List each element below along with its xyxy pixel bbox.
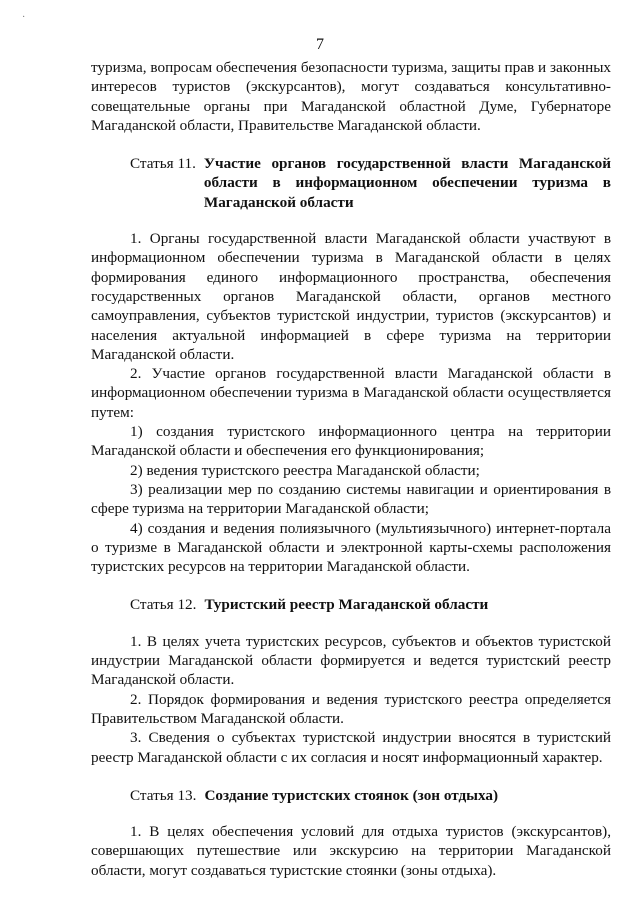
- article-11-paragraph: 1. Органы государственной власти Магаданской области участвуют в информационном обеспечении туризма в Магаданской области в целях формирования единого информационного пространства, обеспечения государственных органов Магаданской области, органов местного самоуправления, субъектов туристской индустрии, туристов (экскурсантов) и населения актуальной информацией в сфере туризма на территории Магаданской области.: [91, 230, 611, 363]
- article-12-paragraph: 3. Сведения о субъектах туристской индустрии вносятся в туристский реестр Магаданской области с их согласия и носят информационный характер.: [91, 729, 611, 766]
- article-11-heading: [130, 154, 611, 212]
- spacer: [91, 767, 611, 786]
- corner-mark: ·: [22, 12, 26, 23]
- article-12-label: Статья 12.: [130, 596, 197, 614]
- article-13-title: Создание туристских стоянок (зон отдыха): [204, 786, 499, 804]
- article-12-paragraph: 1. В целях учета туристских ресурсов, субъектов и объектов туристской индустрии Магаданской области формируется и ведется туристский реестр Магаданской области.: [91, 632, 611, 689]
- article-11-list-item: 2) ведения туристского реестра Магаданской области;: [130, 461, 480, 479]
- article-13-paragraph: 1. В целях обеспечения условий для отдыха туристов (экскурсантов), совершающих путешествие или экскурсию на территории Магаданской области, могут создаваться туристские стоянки (зоны отдыха).: [91, 823, 611, 879]
- article-11-list-item: 3) реализации мер по созданию системы навигации и ориентирования в сфере туризма на территории Магаданской области;: [91, 480, 611, 518]
- article-12-title: Туристский реестр Магаданской области: [204, 596, 489, 614]
- article-12-paragraph: 2. Порядок формирования и ведения туристского реестра определяется Правительством Магаданской области.: [91, 690, 611, 727]
- article-13-heading: [130, 786, 611, 805]
- article-12-heading: [130, 595, 611, 614]
- intro-paragraph: туризма, вопросам обеспечения безопасности туризма, защиты прав и законных интересов туристов (экскурсантов), могут создаваться консультативно-совещательные органы при Магаданской областной Думе, Губернаторе Магаданской области, Правительстве Магаданской области.: [91, 59, 611, 134]
- spacer: [91, 615, 611, 632]
- spacer: [91, 135, 611, 154]
- article-11-list-item: 1) создания туристского информационного центра на территории Магаданской области и обеспечения его функционирования;: [91, 423, 611, 460]
- article-11-list-item: 4) создания и ведения полиязычного (мультиязычного) интернет-портала о туризме в Магаданской области и электронной карты-схемы расположения туристских ресурсов на территории Магаданской области.: [91, 519, 611, 576]
- article-11-label: Статья 11.: [130, 155, 196, 173]
- article-11-title: Участие органов государственной власти Магаданской области в информационном обеспечении туризма в Магаданской области: [203, 155, 611, 211]
- page-number: 7: [316, 36, 324, 53]
- article-11-paragraph: 2. Участие органов государственной власти Магаданской области в информационном обеспечении туризма в Магаданской области осуществляется путем:: [91, 365, 611, 421]
- article-13-label: Статья 13.: [130, 786, 197, 804]
- spacer: [91, 805, 611, 822]
- spacer: [91, 576, 611, 595]
- spacer: [91, 212, 611, 229]
- document-body: [91, 58, 611, 880]
